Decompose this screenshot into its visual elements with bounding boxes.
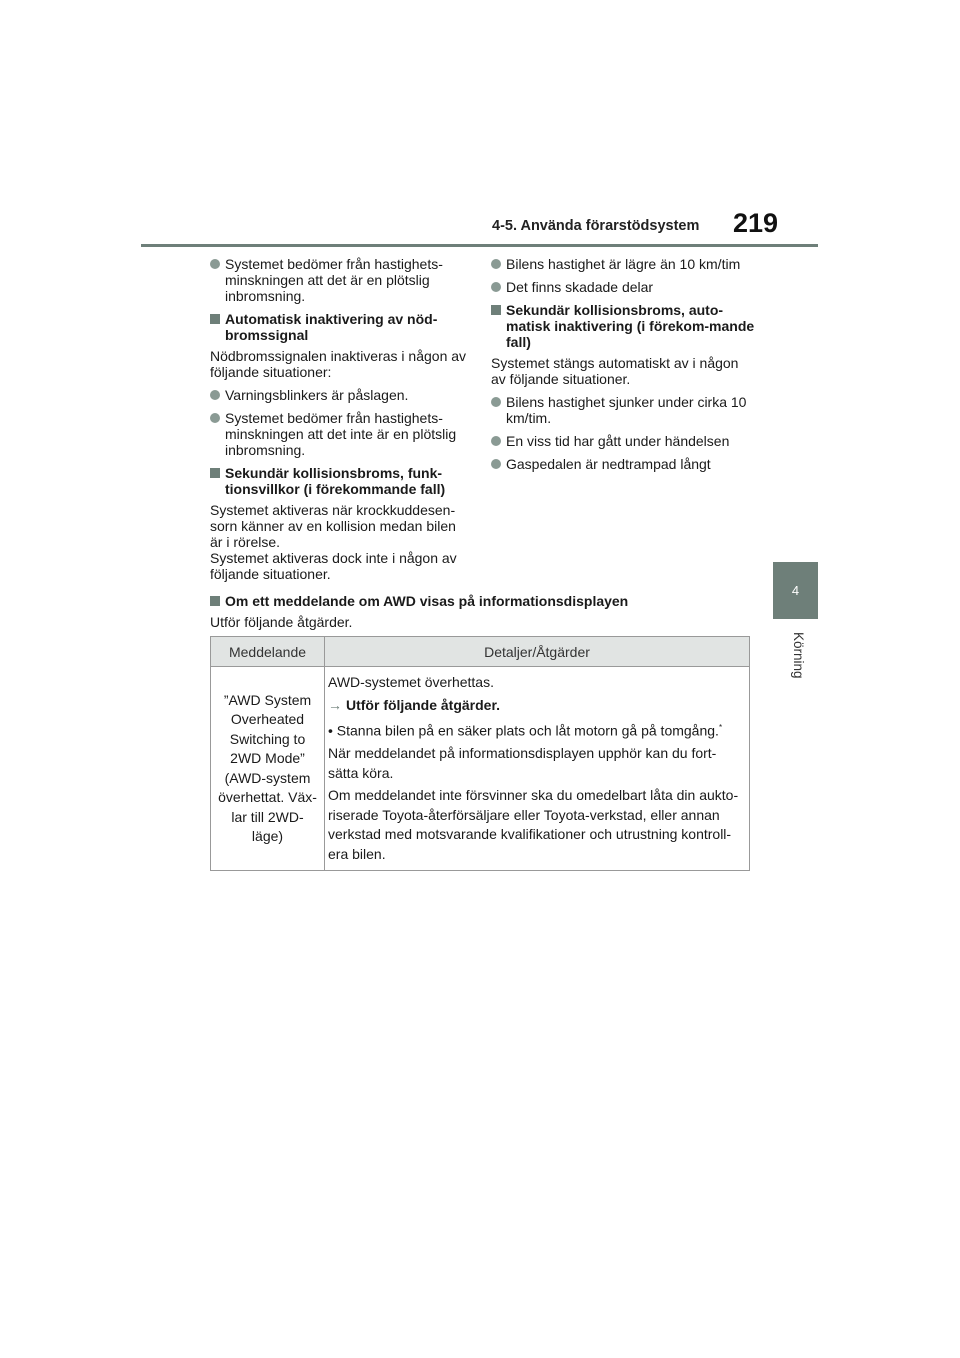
subheading-text: Sekundär kollisionsbroms, funk-tionsvillkor (i förekommande fall) — [225, 465, 446, 497]
header-rule — [141, 244, 818, 247]
arrow-icon: → — [328, 696, 342, 713]
bullet-text: Bilens hastighet är lägre än 10 km/tim — [506, 256, 741, 272]
bullet-text: En viss tid har gått under händelsen — [506, 433, 730, 449]
bullet-text: Det finns skadade delar — [506, 279, 654, 295]
left-column — [210, 256, 472, 582]
section-title: 4-5. Använda förarstödsystem — [492, 218, 700, 234]
subheading-text: Sekundär kollisionsbroms, auto-matisk inaktivering (i förekom-mande fall) — [506, 302, 755, 350]
message-line: Overheated — [230, 711, 305, 728]
action-line — [328, 696, 745, 716]
footnote-mark: * — [718, 723, 723, 732]
bullet-text: Systemet bedömer från hastighets-minskningen att det är en plötslig inbromsning. — [225, 256, 443, 304]
paragraph: Systemet stängs automatiskt av i någon av följande situationer. — [491, 355, 739, 387]
detail-text: Om meddelandet inte försvinner ska du omedelbart låta din aukto-riserade Toyota-återförsäljare eller Toyota-verkstad, eller annan verkstad med motsvarande kvalifikationer och utrustning kontroll-era bilen. — [328, 787, 739, 862]
message-line: (AWD-system — [224, 769, 311, 786]
bullet-text: Systemet bedömer från hastighets-minskningen att det inte är en plötslig inbromsning. — [225, 410, 457, 458]
column-header-details: Detaljer/Åtgärder — [325, 637, 750, 667]
awd-heading-text: Om ett meddelande om AWD visas på informationsdisplayen — [225, 593, 629, 609]
detail-text — [328, 718, 745, 741]
subheading — [210, 465, 472, 497]
bullet-text: Varningsblinkers är påslagen. — [225, 387, 409, 403]
awd-heading — [210, 593, 628, 609]
bullet-icon — [491, 436, 501, 446]
square-icon — [210, 314, 220, 324]
bullet-icon — [491, 259, 501, 269]
square-icon — [491, 305, 501, 315]
paragraph: Nödbromssignalen inaktiveras i någon av följande situationer: — [210, 348, 467, 380]
bullet-item — [210, 387, 472, 403]
detail-text: När meddelandet på informationsdisplayen upphör kan du fort-sätta köra. — [328, 745, 717, 781]
page-number: 219 — [733, 208, 779, 238]
bullet-icon — [210, 413, 220, 423]
chapter-tab: 4 — [773, 562, 818, 619]
detail-text: AWD-systemet överhettas. — [328, 674, 494, 690]
bullet-item — [491, 256, 757, 272]
subheading-text: Automatisk inaktivering av nöd-bromssignal — [225, 311, 438, 343]
message-line: överhettat. Väx- — [218, 789, 317, 806]
action-text: Utför följande åtgärder. — [346, 696, 501, 713]
bullet-item — [210, 256, 472, 304]
message-line: Switching to — [229, 730, 306, 747]
message-line: läge) — [251, 828, 284, 845]
bullet-icon — [210, 390, 220, 400]
bullet-text: Gaspedalen är nedtrampad långt — [506, 456, 711, 472]
bullet-icon — [491, 397, 501, 407]
bullet-item — [491, 433, 757, 449]
bullet-item — [491, 394, 757, 426]
message-line: 2WD Mode” — [230, 750, 305, 767]
bullet-item — [210, 410, 472, 458]
bullet-icon — [491, 282, 501, 292]
bullet-text: Bilens hastighet sjunker under cirka 10 km/tim. — [506, 394, 747, 426]
bullet-icon — [210, 259, 220, 269]
square-icon — [210, 468, 220, 478]
message-cell — [211, 667, 325, 871]
bullet-item — [491, 279, 757, 295]
subheading — [491, 302, 757, 350]
subheading — [210, 311, 472, 343]
square-icon — [210, 596, 220, 606]
message-line: lar till 2WD- — [231, 808, 304, 825]
detail-step: • Stanna bilen på en säker plats och låt motorn gå på tomgång. — [328, 722, 719, 739]
column-header-message: Meddelande — [211, 637, 325, 667]
paragraph: Systemet aktiveras dock inte i någon av följande situationer. — [210, 550, 457, 582]
right-column — [491, 256, 757, 479]
details-cell — [325, 667, 750, 871]
chapter-label: Körning — [791, 632, 806, 679]
message-line: ”AWD System — [223, 691, 312, 708]
bullet-icon — [491, 459, 501, 469]
awd-intro: Utför följande åtgärder. — [210, 614, 353, 630]
bullet-item — [491, 456, 757, 472]
paragraph: Systemet aktiveras när krockkuddesen-sorn känner av en kollision medan bilen är i rörelse. — [210, 502, 456, 550]
table-row — [211, 667, 750, 871]
awd-message-table — [210, 636, 750, 871]
